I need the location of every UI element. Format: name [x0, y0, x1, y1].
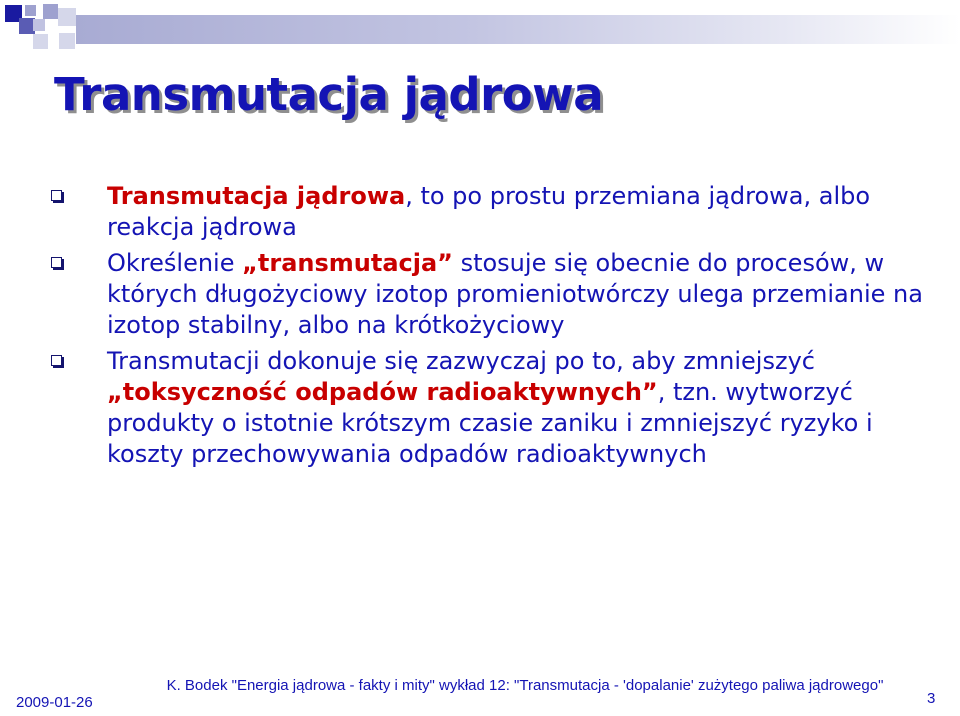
bullet-text-emphasis: „transmutacja” — [242, 249, 453, 277]
bullet-list — [48, 181, 948, 475]
bullet-text: Określenie — [107, 249, 243, 277]
slide-title: Transmutacja jądrowa — [54, 68, 604, 121]
bullet-text: , tzn. wytworzyć produkty o istotnie krótszym czasie zaniku i zmniejszyć ryzyko i koszty przechowywania odpadów radioaktywnych — [107, 378, 873, 468]
bullet-item — [48, 248, 948, 341]
bullet-text: , to po prostu przemiana jądrowa, albo reakcja jądrowa — [107, 182, 871, 241]
checkbox-bullet-icon — [51, 190, 62, 201]
bullet-text-emphasis: Transmutacja jądrowa — [107, 182, 406, 210]
footer-date: 2009-01-26 — [16, 694, 93, 711]
footer-caption: K. Bodek "Energia jądrowa - fakty i mity" wykład 12: "Transmutacja - 'dopalanie' zużytego paliwa jądrowego" — [166, 677, 884, 694]
bullet-item — [48, 181, 948, 243]
bullet-text: stosuje się obecnie do procesów, w których długożyciowy izotop promieniotwórczy ulega przemianie na izotop stabilny, albo na krótkożyciowy — [107, 249, 923, 339]
bullet-text-emphasis: „toksyczność odpadów radioaktywnych” — [107, 378, 658, 406]
checkbox-bullet-icon — [51, 257, 62, 268]
bullet-text: Transmutacji dokonuje się zazwyczaj po to, aby zmniejszyć — [107, 347, 815, 375]
header-gradient-bar — [76, 15, 960, 44]
page-number: 3 — [927, 690, 936, 707]
checkbox-bullet-icon — [51, 355, 62, 366]
bullet-item — [48, 346, 948, 470]
